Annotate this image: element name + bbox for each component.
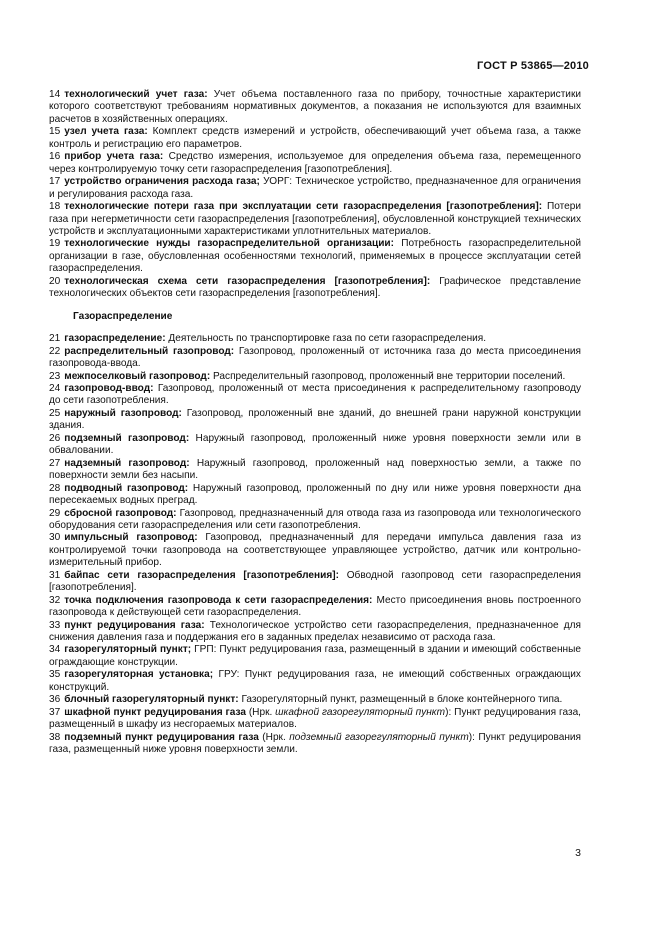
entry-term: распределительный газопровод: [64,345,235,357]
entry-number: 34 [49,644,61,656]
entry-definition: ): Пункт редуцирования газа, размещенный ниже уровня поверхности земли. [49,731,582,756]
entry-definition: Наружный газопровод, проложенный ниже уровня поверхности земли или в обваловании. [49,432,581,457]
entry-term: подземный пункт редуцирования газа [64,731,259,743]
term-entry-31 [49,570,581,595]
entry-term: наружный газопровод: [64,407,182,419]
entry-number: 27 [49,457,61,469]
entry-number: 26 [49,432,61,444]
entry-term: устройство ограничения расхода газа; [64,176,260,188]
entry-term: точка подключения газопровода к сети газораспределения: [64,594,373,606]
entry-definition: Газопровод, проложенный от источника газа до места присоединения газопровода-ввода. [49,345,582,370]
term-entry-26 [49,433,581,458]
standard-header: ГОСТ Р 53865—2010 [477,60,589,72]
term-entry-25 [49,408,581,433]
term-entry-36 [49,694,581,706]
entry-number: 17 [49,176,61,188]
page-number: 3 [575,847,581,859]
term-entry-16 [49,151,581,176]
entry-term: подводный газопровод: [64,482,189,494]
entry-definition: Обводной газопровод сети газораспределения [газопотребления]. [49,569,581,594]
entry-term: газорегуляторный пункт; [64,644,192,656]
entry-number: 19 [49,238,61,250]
entry-term: блочный газорегуляторный пункт: [64,694,239,706]
entry-definition: Место присоединения вновь построенного газопровода к действующей сети газораспределения. [49,594,582,619]
term-entry-33 [49,620,581,645]
entry-number: 28 [49,482,61,494]
entry-number: 20 [49,275,61,287]
entry-term: технологический учет газа: [64,89,208,100]
entry-term: технологические нужды газораспределительной организации: [64,238,394,250]
entry-number: 14 [49,89,61,100]
entry-definition: Наружный газопровод, проложенный по дну или ниже уровня поверхности дна пересекаемых водных преград. [49,482,581,507]
entries-group-b [49,333,581,707]
term-entry-17 [49,176,581,201]
entry-deprecated-term: подземный газорегуляторный пункт [289,731,469,743]
entry-definition: Газопровод, проложенный от места присоединения к распределительному газопроводу до сети газопотребления. [49,382,581,407]
entry-term: узел учета газа: [64,126,148,138]
entry-number: 30 [49,532,61,544]
term-entry-23 [49,371,581,383]
term-entry-18 [49,201,581,238]
term-entry-30 [49,532,581,569]
entry-definition: Газорегуляторный пункт, размещенный в блоке контейнерного типа. [238,694,563,706]
entry-definition: Деятельность по транспортировке газа по сети газораспределения. [165,333,487,345]
entry-definition: Потери газа при негерметичности сети газораспределения [газопотребления], обусловленной конструкцией технических устройств и эксплуатационными характеристиками уплотнительных материалов. [49,201,581,237]
entries-group-a [49,89,581,301]
section-title: Газораспределение [73,310,173,322]
term-entry-28 [49,483,581,508]
entry-number: 35 [49,669,61,681]
entry-definition: УОРГ: Техническое устройство, предназначенное для ограничения и регулирования расхода газа. [49,176,581,200]
entry-note-prefix: (Нрк. [258,731,290,743]
document-body [49,89,581,757]
entry-definition: Графическое представление технологических объектов сети газораспределения [газопотребления]. [49,275,581,300]
entry-number: 24 [49,382,61,394]
term-entry-38 [49,732,581,757]
entry-definition: Наружный газопровод, проложенный над поверхностью земли, а также по поверхности земли без насыпи. [49,457,581,482]
entry-definition: ): Пункт редуцирования газа, размещенный в шкафу из несгораемых материалов. [49,706,581,731]
term-entry-21 [49,333,581,345]
entry-term: импульсный газопровод: [64,532,198,544]
entry-term: межпоселковый газопровод: [64,370,211,382]
entry-number: 32 [49,594,61,606]
entry-deprecated-term: шкафной газорегуляторный пункт [275,706,446,718]
entry-term: надземный газопровод: [64,457,190,469]
entry-term: газопровод-ввод: [64,382,154,394]
entry-definition: ГРУ: Пункт редуцирования газа, не имеющий собственных ограждающих конструкций. [49,669,581,693]
entry-number: 23 [49,370,61,382]
entry-number: 38 [49,731,61,743]
entry-number: 25 [49,407,61,419]
entry-definition: Газопровод, предназначенный для отвода газа из газопровода или технологического оборудования сети газораспределения или сети газопотребления. [49,507,582,531]
entry-term: шкафной пункт редуцирования газа [64,706,246,718]
entry-number: 36 [49,694,61,706]
entry-definition: Комплект средств измерений и устройств, обеспечивающий учет объема газа, а также контроль и регистрацию его параметров. [49,126,581,150]
term-entry-20 [49,276,581,301]
term-entry-35 [49,669,581,694]
entry-number: 16 [49,151,61,163]
entry-definition: Технологическое устройство сети газораспределения, предназначенное для снижения давления газа и поддержания его в заданных пределах независимо от расхода газа. [49,619,581,644]
entry-definition: Распределительный газопровод, проложенный вне территории поселений. [210,370,566,382]
term-entry-34 [49,644,581,669]
entry-definition: Газопровод, предназначенный для передачи импульса давления газа из контролируемой точки газопровода на соответствующее управляющее устройство, датчик или контрольно-измерительный прибор. [49,532,581,569]
term-entry-27 [49,458,581,483]
entry-number: 33 [49,619,61,631]
term-entry-37 [49,707,581,732]
entry-definition: Учет объема поставленного газа по прибору, точностные характеристики которого соответствуют требованиям нормативных документов, а показания не используются для взаимных расчетов в хозяйственных операциях. [49,89,582,125]
entry-number: 22 [49,345,61,357]
term-entry-15 [49,126,581,151]
term-entry-19 [49,238,581,275]
entry-number: 18 [49,201,61,213]
entry-term: пункт редуцирования газа: [64,619,205,631]
term-entry-32 [49,595,581,620]
term-entry-14 [49,89,581,126]
term-entry-24 [49,383,581,408]
entry-term: сбросной газопровод: [64,507,177,519]
term-entry-29 [49,508,581,533]
entry-term: технологические потери газа при эксплуатации сети газораспределения [газопотребления]: [64,201,543,213]
entry-definition: ГРП: Пункт редуцирования газа, размещенный в здании и имеющий собственные ограждающие конструкции. [49,644,582,668]
entry-term: газораспределение: [64,333,166,345]
entry-number: 21 [49,333,61,345]
entry-definition: Газопровод, проложенный вне зданий, до внешней грани наружной конструкции здания. [49,407,581,432]
entry-number: 31 [49,569,61,581]
entry-term: подземный газопровод: [64,432,190,444]
entry-definition: Потребность газораспределительной организации в газе, обусловленная особенностями технологий, применяемых в процессе эксплуатации сетей газораспределения. [49,238,581,275]
entry-note-prefix: (Нрк. [245,706,276,718]
term-entry-22 [49,346,581,371]
entry-number: 37 [49,706,61,718]
entry-term: байпас сети газораспределения [газопотребления]: [64,569,339,581]
entry-term: технологическая схема сети газораспределения [газопотребления]: [64,275,431,287]
entry-number: 15 [49,126,61,138]
entry-definition: Средство измерения, используемое для определения объема газа, перемещенного через контролируемую точку сети газораспределения [газопотребления]. [49,151,581,175]
entry-number: 29 [49,507,61,519]
entry-term: газорегуляторная установка; [64,669,214,681]
entry-term: прибор учета газа: [64,151,164,163]
